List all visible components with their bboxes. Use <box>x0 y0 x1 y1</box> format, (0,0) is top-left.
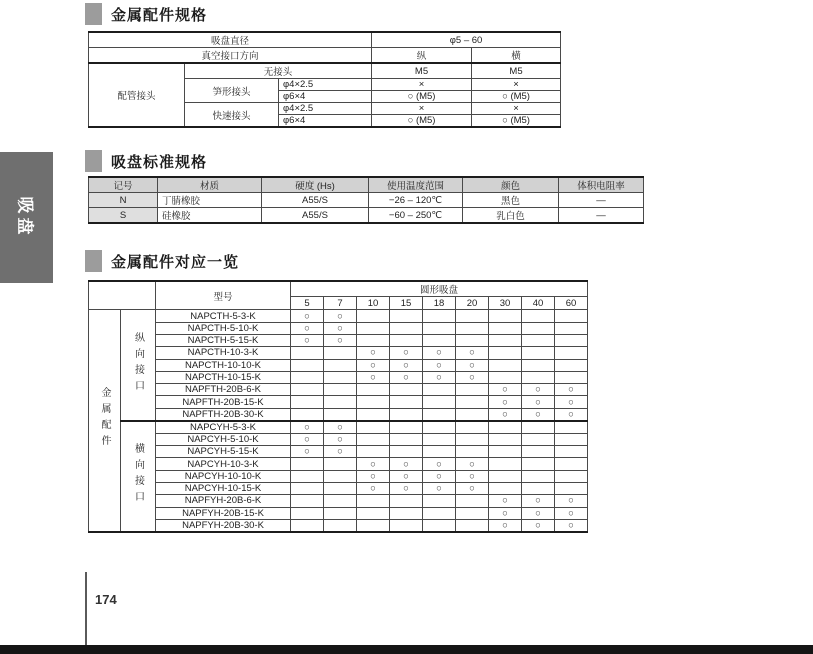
sidebar-tab-suction-pad <box>0 152 53 283</box>
cell-mark <box>522 359 555 371</box>
cell-mark <box>456 421 489 434</box>
cell-model: NAPCTH-10-10-K <box>156 359 291 371</box>
cell-mark: ○ <box>324 310 357 322</box>
cell-size: φ6×4 <box>279 115 372 128</box>
cell-direction-label: 真空接口方向 <box>89 48 372 64</box>
cell-mark: ○ <box>456 347 489 359</box>
cell-mark <box>291 408 324 421</box>
cell-mark: ○ <box>291 446 324 458</box>
cell-mark: ○ <box>423 347 456 359</box>
cell-mark <box>456 334 489 346</box>
cell-vertical: × <box>372 103 472 115</box>
footer-divider <box>85 572 87 646</box>
header-size: 18 <box>423 297 456 310</box>
cell-diameter-value: φ5 – 60 <box>372 32 561 48</box>
cell-mark <box>324 359 357 371</box>
cell-mark <box>423 408 456 421</box>
cell-mark <box>324 347 357 359</box>
cell-mark <box>456 310 489 322</box>
header-size: 7 <box>324 297 357 310</box>
cell-model: NAPCYH-5-15-K <box>156 446 291 458</box>
cell-mark <box>324 507 357 519</box>
cell-horizontal: ○ (M5) <box>472 115 561 128</box>
cell-mark: ○ <box>423 359 456 371</box>
cell-mark <box>390 495 423 507</box>
cell-mark <box>522 334 555 346</box>
cell-mark <box>456 408 489 421</box>
cell-vertical: ○ (M5) <box>372 91 472 103</box>
cell-mark <box>324 408 357 421</box>
cell-mark: ○ <box>324 433 357 445</box>
cell-mark <box>423 519 456 532</box>
cell-mark <box>456 495 489 507</box>
cell-mark <box>522 347 555 359</box>
cell-mark <box>390 384 423 396</box>
cell-mark <box>522 470 555 482</box>
table-row <box>89 347 588 359</box>
cell-mark <box>357 421 390 434</box>
cell-mark <box>291 482 324 494</box>
cell-mark <box>390 408 423 421</box>
cell-model: NAPCTH-5-15-K <box>156 334 291 346</box>
header-size: 40 <box>522 297 555 310</box>
cell-mark <box>357 322 390 334</box>
cell-mark <box>324 519 357 532</box>
cell-mark <box>456 507 489 519</box>
page-bottom-bar <box>0 645 813 654</box>
cell-mark <box>390 322 423 334</box>
cell-mark <box>456 446 489 458</box>
cell-mark: ○ <box>324 322 357 334</box>
cell-mark <box>555 371 588 383</box>
cell-mark: ○ <box>489 495 522 507</box>
cell-material: 硅橡胶 <box>158 208 262 224</box>
table-row <box>89 334 588 346</box>
cell-mark: ○ <box>522 519 555 532</box>
cell-mark: ○ <box>291 421 324 434</box>
header-size: 60 <box>555 297 588 310</box>
mapping-table <box>88 280 588 533</box>
header-size: 10 <box>357 297 390 310</box>
cell-mark: ○ <box>456 482 489 494</box>
cell-mark <box>357 408 390 421</box>
cell-mark: ○ <box>522 384 555 396</box>
table-row <box>89 470 588 482</box>
cell-direction-horizontal: 横 <box>472 48 561 64</box>
cell-mark <box>390 433 423 445</box>
table-row <box>89 48 561 64</box>
cell-mark: ○ <box>390 347 423 359</box>
cell-horizontal: ○ (M5) <box>472 91 561 103</box>
cell-mark: ○ <box>456 458 489 470</box>
header-model: 型号 <box>156 281 291 310</box>
header-temp-range: 使用温度范围 <box>369 177 463 193</box>
section-marker-icon <box>85 3 102 25</box>
cell-code: N <box>89 193 158 208</box>
cell-color: 乳白色 <box>463 208 559 224</box>
cell-mark: ○ <box>291 433 324 445</box>
cell-mark <box>291 371 324 383</box>
cell-mark: ○ <box>456 371 489 383</box>
cell-mark <box>522 421 555 434</box>
table-row <box>89 63 561 79</box>
table-row <box>89 446 588 458</box>
cell-mark: ○ <box>555 396 588 408</box>
cell-mark <box>555 310 588 322</box>
sidebar-tab-label: 吸盘 <box>15 196 34 239</box>
header-size: 30 <box>489 297 522 310</box>
section-title-text: 金属配件对应一览 <box>111 253 240 271</box>
cell-mark <box>489 433 522 445</box>
cell-mark <box>291 384 324 396</box>
cell-mark <box>522 310 555 322</box>
cell-mark <box>456 396 489 408</box>
table-row <box>89 384 588 396</box>
table-row <box>89 421 588 434</box>
cell-mark <box>555 433 588 445</box>
cell-mark <box>423 396 456 408</box>
cell-direction-vertical: 纵 <box>372 48 472 64</box>
cell-model: NAPCTH-5-3-K <box>156 310 291 322</box>
cell-mark <box>489 470 522 482</box>
pad-spec-table <box>88 176 644 224</box>
left-label-metal-fittings: 金属配件 <box>89 310 121 532</box>
cell-mark <box>423 322 456 334</box>
section-title-text: 金属配件规格 <box>111 6 208 24</box>
cell-model: NAPFTH-20B-30-K <box>156 408 291 421</box>
cell-mark <box>390 446 423 458</box>
table-row <box>89 208 644 224</box>
cell-mark <box>489 446 522 458</box>
cell-mark <box>522 371 555 383</box>
cell-mark <box>357 495 390 507</box>
cell-mark: ○ <box>324 334 357 346</box>
cell-mark <box>555 458 588 470</box>
page-number: 174 <box>95 592 117 607</box>
cell-mark <box>291 458 324 470</box>
table-row <box>89 310 588 322</box>
section-title-text: 吸盘标准规格 <box>111 153 208 171</box>
cell-model: NAPCTH-5-10-K <box>156 322 291 334</box>
cell-mark <box>357 519 390 532</box>
cell-resistivity: — <box>559 208 644 224</box>
cell-mark <box>390 310 423 322</box>
cell-mark <box>324 371 357 383</box>
cell-mark <box>423 495 456 507</box>
cell-mark <box>423 433 456 445</box>
cell-mark: ○ <box>357 371 390 383</box>
cell-mark: ○ <box>522 507 555 519</box>
cell-mark <box>456 519 489 532</box>
cell-mark: ○ <box>555 519 588 532</box>
cell-mark: ○ <box>555 507 588 519</box>
cell-mark <box>456 384 489 396</box>
cell-mark <box>522 482 555 494</box>
table-row <box>89 519 588 532</box>
group-label-vertical-port: 纵向接口 <box>121 310 156 421</box>
cell-vertical: ○ (M5) <box>372 115 472 128</box>
section-title-mapping <box>85 250 239 272</box>
cell-mark: ○ <box>555 495 588 507</box>
cell-vertical: × <box>372 79 472 91</box>
header-resistivity: 体积电阻率 <box>559 177 644 193</box>
fitting-spec-table <box>88 31 561 128</box>
cell-mark: ○ <box>390 359 423 371</box>
cell-mark: ○ <box>423 470 456 482</box>
cell-mark <box>324 384 357 396</box>
cell-mark <box>423 384 456 396</box>
header-material: 材质 <box>158 177 262 193</box>
cell-model: NAPCYH-5-10-K <box>156 433 291 445</box>
cell-mark: ○ <box>456 359 489 371</box>
table-row <box>89 408 588 421</box>
cell-mark <box>522 446 555 458</box>
table-row <box>89 359 588 371</box>
cell-horizontal: × <box>472 79 561 91</box>
cell-diameter-label: 吸盘直径 <box>89 32 372 48</box>
cell-mark: ○ <box>291 322 324 334</box>
cell-size: φ4×2.5 <box>279 79 372 91</box>
table-row <box>89 433 588 445</box>
cell-mark <box>291 347 324 359</box>
cell-mark <box>522 458 555 470</box>
cell-mark: ○ <box>555 408 588 421</box>
cell-mark: ○ <box>489 507 522 519</box>
cell-model: NAPFTH-20B-6-K <box>156 384 291 396</box>
header-round-pad-group: 圆形吸盘 <box>291 281 588 297</box>
table-header-row <box>89 177 644 193</box>
table-row <box>89 507 588 519</box>
cell-mark <box>423 507 456 519</box>
cell-mark <box>555 421 588 434</box>
cell-mark <box>423 421 456 434</box>
table-row <box>89 458 588 470</box>
cell-mark: ○ <box>324 421 357 434</box>
cell-mark: ○ <box>423 458 456 470</box>
cell-mark <box>291 519 324 532</box>
cell-material: 丁腈橡胶 <box>158 193 262 208</box>
cell-mark: ○ <box>489 408 522 421</box>
cell-mark: ○ <box>390 470 423 482</box>
cell-piping-label: 配管接头 <box>89 63 185 127</box>
cell-mark <box>390 519 423 532</box>
cell-mark: ○ <box>390 371 423 383</box>
cell-mark: ○ <box>324 446 357 458</box>
cell-mark: ○ <box>423 371 456 383</box>
cell-mark: ○ <box>357 482 390 494</box>
cell-model: NAPFYH-20B-6-K <box>156 495 291 507</box>
cell-mark <box>324 458 357 470</box>
cell-mark <box>456 322 489 334</box>
cell-model: NAPCTH-10-15-K <box>156 371 291 383</box>
cell-code: S <box>89 208 158 224</box>
header-color: 颜色 <box>463 177 559 193</box>
cell-mark <box>324 396 357 408</box>
cell-mark <box>390 421 423 434</box>
cell-mark <box>357 310 390 322</box>
cell-mark <box>324 482 357 494</box>
cell-model: NAPCYH-10-15-K <box>156 482 291 494</box>
cell-model: NAPCYH-10-3-K <box>156 458 291 470</box>
cell-mark <box>291 470 324 482</box>
cell-mark <box>555 446 588 458</box>
cell-model: NAPFTH-20B-15-K <box>156 396 291 408</box>
table-header-row <box>89 281 588 297</box>
table-row <box>89 322 588 334</box>
cell-mark: ○ <box>390 482 423 494</box>
cell-mark <box>489 322 522 334</box>
cell-mark <box>291 495 324 507</box>
cell-mark: ○ <box>522 408 555 421</box>
cell-temp-range: −26 – 120℃ <box>369 193 463 208</box>
cell-mark: ○ <box>291 334 324 346</box>
group-label-horizontal-port: 横向接口 <box>121 421 156 532</box>
cell-mark: ○ <box>489 396 522 408</box>
cell-mark <box>522 433 555 445</box>
cell-mark <box>357 334 390 346</box>
cell-mark <box>489 334 522 346</box>
table-row <box>89 495 588 507</box>
table-row <box>89 32 561 48</box>
cell-mark <box>522 322 555 334</box>
section-marker-icon <box>85 250 102 272</box>
cell-size: φ6×4 <box>279 91 372 103</box>
cell-model: NAPFYH-20B-30-K <box>156 519 291 532</box>
cell-mark: ○ <box>522 495 555 507</box>
cell-mark <box>357 446 390 458</box>
header-empty-cell <box>89 281 156 310</box>
table-row <box>89 371 588 383</box>
cell-mark <box>423 334 456 346</box>
cell-hardness: A55/S <box>262 208 369 224</box>
cell-no-joint-vertical: M5 <box>372 63 472 79</box>
cell-mark <box>357 507 390 519</box>
header-code: 记号 <box>89 177 158 193</box>
header-size: 5 <box>291 297 324 310</box>
cell-mark <box>489 347 522 359</box>
section-title-pad-spec <box>85 150 207 172</box>
cell-joint-name: 笋形接头 <box>185 79 279 103</box>
cell-hardness: A55/S <box>262 193 369 208</box>
cell-color: 黑色 <box>463 193 559 208</box>
cell-temp-range: −60 – 250℃ <box>369 208 463 224</box>
header-size: 15 <box>390 297 423 310</box>
table-row <box>89 482 588 494</box>
cell-mark: ○ <box>423 482 456 494</box>
cell-mark <box>489 421 522 434</box>
cell-mark <box>489 482 522 494</box>
section-title-fitting-spec <box>85 3 207 25</box>
cell-mark <box>555 470 588 482</box>
cell-mark: ○ <box>555 384 588 396</box>
cell-mark: ○ <box>291 310 324 322</box>
cell-mark <box>390 334 423 346</box>
cell-mark <box>456 433 489 445</box>
cell-resistivity: — <box>559 193 644 208</box>
cell-mark <box>555 359 588 371</box>
header-size: 20 <box>456 297 489 310</box>
cell-mark <box>291 359 324 371</box>
cell-mark: ○ <box>390 458 423 470</box>
cell-mark <box>423 310 456 322</box>
section-marker-icon <box>85 150 102 172</box>
cell-model: NAPFYH-20B-15-K <box>156 507 291 519</box>
cell-mark: ○ <box>357 347 390 359</box>
cell-mark <box>390 396 423 408</box>
cell-joint-name: 快速接头 <box>185 103 279 128</box>
cell-mark: ○ <box>489 519 522 532</box>
cell-mark <box>555 334 588 346</box>
cell-mark <box>555 322 588 334</box>
cell-mark: ○ <box>489 384 522 396</box>
cell-model: NAPCYH-5-3-K <box>156 421 291 434</box>
cell-mark <box>489 371 522 383</box>
cell-mark <box>357 384 390 396</box>
cell-mark <box>489 310 522 322</box>
cell-mark: ○ <box>357 470 390 482</box>
cell-mark: ○ <box>357 458 390 470</box>
cell-mark <box>324 495 357 507</box>
table-row <box>89 193 644 208</box>
cell-mark <box>357 396 390 408</box>
cell-mark <box>357 433 390 445</box>
cell-mark <box>390 507 423 519</box>
cell-mark <box>324 470 357 482</box>
cell-mark <box>489 458 522 470</box>
cell-horizontal: × <box>472 103 561 115</box>
cell-size: φ4×2.5 <box>279 103 372 115</box>
cell-model: NAPCYH-10-10-K <box>156 470 291 482</box>
cell-mark: ○ <box>357 359 390 371</box>
cell-mark <box>555 347 588 359</box>
cell-mark <box>423 446 456 458</box>
cell-mark: ○ <box>522 396 555 408</box>
cell-no-joint-horizontal: M5 <box>472 63 561 79</box>
table-row <box>89 396 588 408</box>
cell-mark <box>489 359 522 371</box>
cell-mark <box>291 396 324 408</box>
header-hardness: 硬度 (Hs) <box>262 177 369 193</box>
cell-no-joint-label: 无接头 <box>185 63 372 79</box>
cell-mark: ○ <box>456 470 489 482</box>
cell-mark <box>555 482 588 494</box>
cell-model: NAPCTH-10-3-K <box>156 347 291 359</box>
cell-mark <box>291 507 324 519</box>
